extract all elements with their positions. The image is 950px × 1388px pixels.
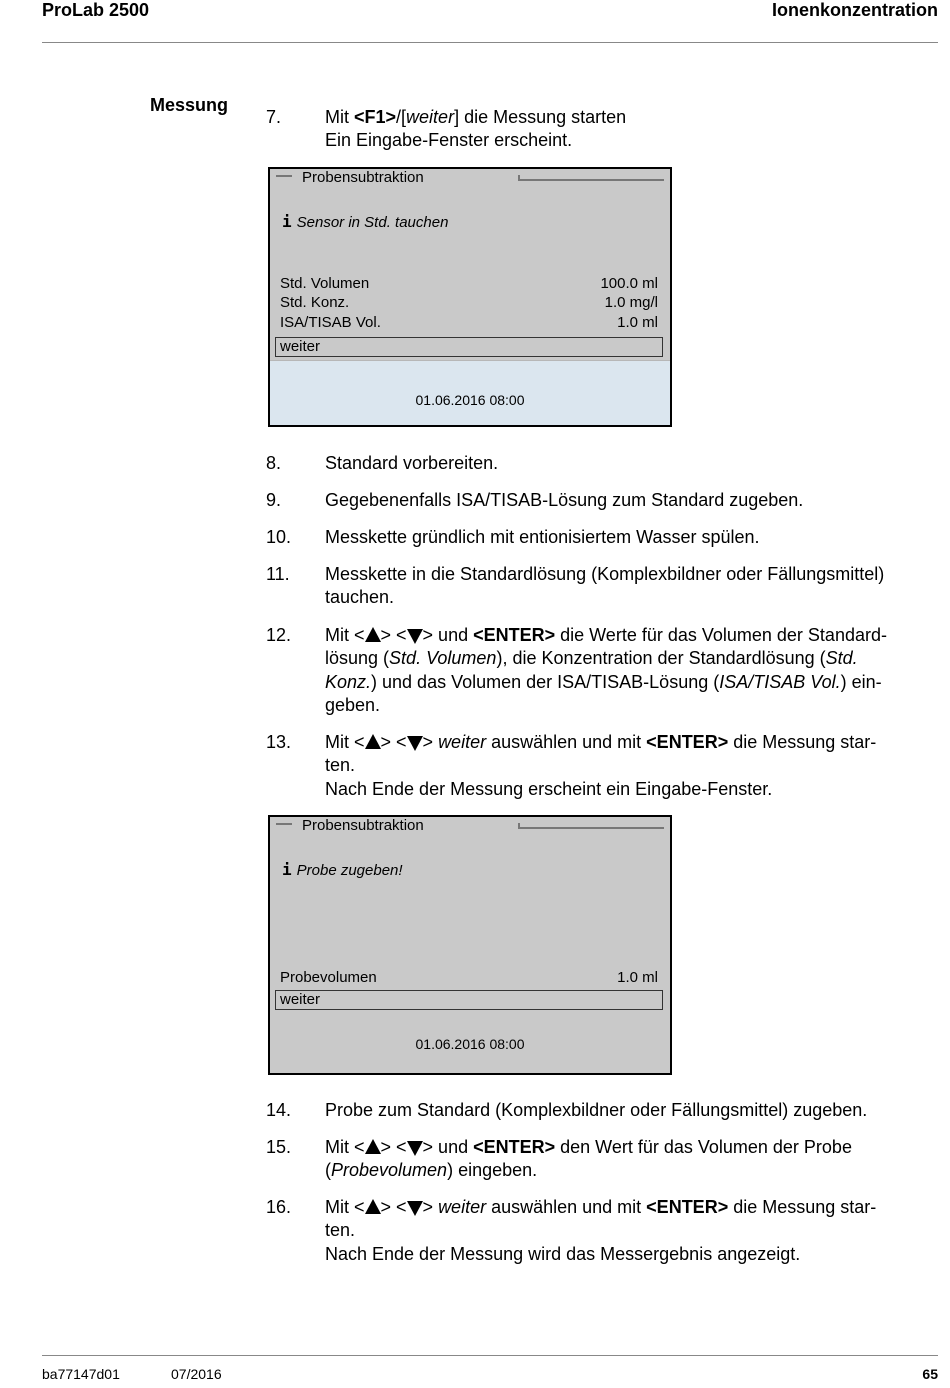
step-number: 7. <box>266 107 282 127</box>
status-bar <box>270 1011 670 1073</box>
arrow-down-icon <box>407 1201 423 1216</box>
datetime: 01.06.2016 08:00 <box>415 1036 525 1052</box>
row-probevolumen[interactable]: Probevolumen 1.0 ml <box>280 969 658 986</box>
document-id: ba77147d01 <box>42 1366 120 1382</box>
step-text: Mit <F1>/[weiter] die Messung starten Ein Eingabe-Fenster erscheint. <box>325 107 627 151</box>
weiter-option-selected[interactable]: weiter <box>275 990 663 1010</box>
device-screen-std <box>268 167 672 427</box>
screen-title: Probensubtraktion <box>302 817 424 834</box>
product-name: ProLab 2500 <box>42 0 150 20</box>
page-number: 65 <box>922 1366 938 1382</box>
page-header <box>42 0 938 43</box>
page-footer <box>42 1355 938 1382</box>
arrow-down-icon <box>407 629 423 644</box>
arrow-up-icon <box>365 1199 381 1214</box>
chapter-title: Ionenkonzentration <box>772 0 938 20</box>
row-std-konz[interactable]: Std. Konz. 1.0 mg/l <box>280 294 658 311</box>
info-message: i Sensor in Std. tauchen <box>282 212 449 231</box>
arrow-up-icon <box>365 627 381 642</box>
arrow-down-icon <box>407 736 423 751</box>
section-label: Messung <box>150 95 229 115</box>
status-bar <box>270 360 670 425</box>
info-icon: i <box>282 860 292 879</box>
screen-title: Probensubtraktion <box>302 169 424 186</box>
arrow-down-icon <box>407 1141 423 1156</box>
row-std-volumen[interactable]: Std. Volumen 100.0 ml <box>280 275 658 292</box>
weiter-option-selected[interactable]: weiter <box>275 337 663 357</box>
row-isa-tisab-vol[interactable]: ISA/TISAB Vol. 1.0 ml <box>280 314 658 331</box>
arrow-up-icon <box>365 1139 381 1154</box>
device-screen-probe <box>268 815 672 1075</box>
arrow-up-icon <box>365 734 381 749</box>
info-icon: i <box>282 212 292 231</box>
info-message: i Probe zugeben! <box>282 860 403 879</box>
document-date: 07/2016 <box>171 1366 222 1382</box>
datetime: 01.06.2016 08:00 <box>415 392 525 408</box>
